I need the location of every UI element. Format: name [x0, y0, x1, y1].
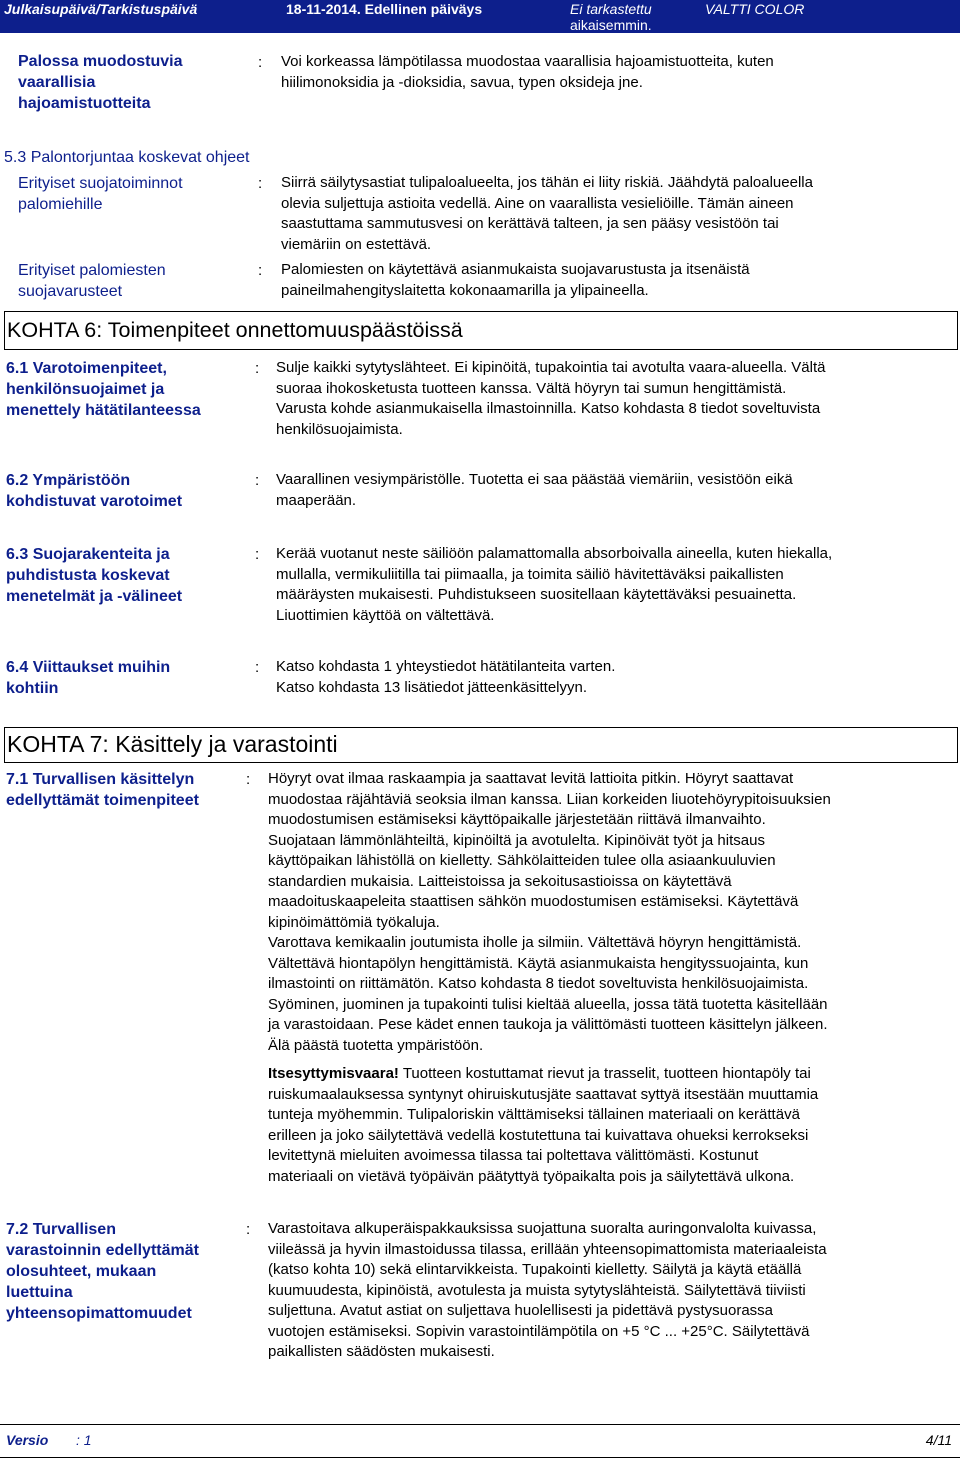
colon: :	[255, 659, 260, 676]
section-6-1-label: 6.1 Varotoimenpiteet, henkilönsuojaimet ja menettely hätätilanteessa	[6, 360, 201, 419]
colon: :	[246, 1221, 251, 1238]
section-6-2-label: 6.2 Ympäristöön kohdistuvat varotoimet	[6, 472, 183, 510]
section-6-1-text: Sulje kaikki sytytyslähteet. Ei kipinöitä, tupakointia tai avotulta vaara-alueella. Vältä suoraa ihokosketusta tuotteen kanssa. Vältä höyryn tai sumun hengittämistä. Varusta kohde asianmukaisella ilmastoinnilla. Katso kohdasta 8 tiedot soveltuvista henkilösuojaimista.	[276, 359, 826, 438]
release-date-label: Julkaisupäivä/Tarkistuspäivä	[4, 1, 198, 17]
colon: :	[258, 54, 263, 71]
section-6-heading: KOHTA 6: Toimenpiteet onnettomuuspäästöissä	[4, 311, 958, 350]
section-7-1-text-b: Varottava kemikaalin joutumista iholle ja silmiin. Vältettävä höyryn hengittämistä. Vältettävä hiontapölyn hengittämistä. Käytä asianmukaista hengityssuojainta, kun ilmastointi on riittämätön. Katso kohdasta 8 tiedot soveltuvista henkilösuojaimista. Syöminen, juominen ja tupakointi tulisi kieltää alueella, jossa tätä tuotetta käsitellään ja varastoidaan. Pese kädet ennen taukoja ja välittömästi tuotteen käsittelyn jälkeen. Älä päästä tuotetta ympäristöön.	[268, 934, 828, 1054]
section-6-3-label: 6.3 Suojarakenteita ja puhdistusta koskevat menetelmät ja -välineet	[6, 546, 183, 605]
firefighter-measures-label: Erityiset suojatoiminnot palomiehille	[18, 175, 183, 213]
colon: :	[258, 175, 263, 192]
section-6-4-label: 6.4 Viittaukset muihin kohtiin	[6, 659, 171, 697]
combustion-products-label: Palossa muodostuvia vaarallisia hajoamistuotteita	[18, 53, 183, 112]
colon: :	[246, 771, 251, 788]
firefighter-equipment-label: Erityiset palomiesten suojavarusteet	[18, 262, 166, 300]
section-5-3-title: 5.3 Palontorjuntaa koskevat ohjeet	[4, 149, 250, 166]
not-checked-line-1: Ei tarkastettu	[570, 1, 652, 17]
footer	[0, 1424, 960, 1458]
version-label: Versio	[6, 1432, 49, 1448]
firefighter-measures-text: Siirrä säilytysastiat tulipaloalueelta, jos tähän ei liity riskiä. Jäähdytä paloalueella olevia suljettuja astioita vedellä. Aine on vaarallista vesieliöille. Tämän aineen saastuttama sammutusvesi on kerättävä talteen, ja sen pääsy vesistöön tai viemäriin on estettävä.	[281, 174, 813, 253]
section-7-1-label: 7.1 Turvallisen käsittelyn edellyttämät toimenpiteet	[6, 771, 199, 809]
section-6-3-text: Kerää vuotanut neste säiliöön palamattomalla absorboivalla aineella, kuten hiekalla, mullalla, vermikuliitilla tai piimaalla, ja toimita säiliö hävitettäväksi paikallisten määräysten mukaisesti. Puhdistukseen suositellaan käytettäväksi pesuainetta. Liuottimien käyttöä on vältettävä.	[276, 545, 833, 624]
section-7-1-text: Höyryt ovat ilmaa raskaampia ja saattavat levitä lattioita pitkin. Höyryt saattavat muodostaa räjähtäviä seoksia ilman kanssa. Liian korkeiden liuotehöyrypitoisuuksien muodostumisen estämiseksi käyttöpaikalle järjestetään riittävä ilmanvaihto. Suojataan lämmönlähteiltä, kipinöiltä ja avotulelta. Kipinöivät työt ja hitsaus käyttöpaikan lähistöllä on kielletty. Sähkölaitteiden tulee olla asiaankuuluvien standardien mukaisia. Laitteistoissa ja sekoitusastioissa on käytettävä maadoituskaapeleita staattisen sähkön muodostumisen estämiseksi. Käytettävä kipinöimättömiä työkaluja.	[268, 770, 831, 931]
combustion-products-text: Voi korkeassa lämpötilassa muodostaa vaarallisia hajoamistuotteita, kuten hiilimonoksidia ja -dioksidia, savua, typen oksideja jne.	[281, 53, 774, 91]
header-bar	[0, 0, 960, 33]
page-number: 4/11	[925, 1432, 952, 1448]
firefighter-equipment-text: Palomiesten on käytettävä asianmukaista suojavarustusta ja itsenäistä paineilmahengityslaitetta kokonaamarilla ja ylipaineella.	[281, 261, 750, 299]
section-7-heading: KOHTA 7: Käsittely ja varastointi	[4, 727, 958, 763]
ignition-warning: Itsesyttymisvaara!	[268, 1065, 399, 1082]
section-7-2-label: 7.2 Turvallisen varastoinnin edellyttämät olosuhteet, mukaan luettuina yhteensopimattomuudet	[6, 1221, 199, 1322]
colon: :	[255, 360, 260, 377]
not-checked-line-2: aikaisemmin.	[570, 17, 652, 33]
section-7-1-text-c	[268, 1064, 818, 1187]
colon: :	[255, 472, 260, 489]
section-6-4-text: Katso kohdasta 1 yhteystiedot hätätilanteita varten. Katso kohdasta 13 lisätiedot jätteenkäsittelyyn.	[276, 658, 616, 696]
colon: :	[255, 546, 260, 563]
section-6-2-text: Vaarallinen vesiympäristölle. Tuotetta ei saa päästää viemäriin, vesistöön eikä maaperään.	[276, 471, 793, 509]
revision-date: 18-11-2014. Edellinen päiväys	[286, 1, 483, 17]
colon: :	[258, 262, 263, 279]
version-value: : 1	[76, 1432, 92, 1448]
ignition-text: Tuotteen kostuttamat rievut ja trasselit, tuotteen hiontapöly tai ruiskumaalauksessa syntynyt ohiruiskutusjäte saattavat syttyä itsestään muuttamia tunteja myöhemmin. Tulipaloriskin välttämiseksi tällainen materiaali on kerättävä erilleen ja joko säilytettävä vedellä kostutettuna tai kuivattava ohueksi kerrokseksi levitettynä mieluiten avoimessa tilassa tai poltettava välittömästi. Kostunut materiaali on vietävä työpäivän päätyttyä työpaikalta pois ja säilytettävä ulkona.	[268, 1065, 819, 1185]
section-7-2-text: Varastoitava alkuperäispakkauksissa suojattuna suoralta auringonvalolta kuivassa, viileässä ja hyvin ilmastoidussa tilassa, erillään yhteensopimattomista materiaaleista (katso kohta 10) sekä elintarvikkeista. Tupakointi kielletty. Säilytä ja käytä etäällä kuumuudesta, kipinöistä, avotulesta ja muista sytytyslähteistä. Säilytettävä tiiviisti suljettuna. Avatut astiat on suljettava huolellisesti ja pidettävä pystysuorassa vuotojen estämiseksi. Sopivin varastointilämpötila on +5 °C ... +25°C. Säilytettävä paikallisten säädösten mukaisesti.	[268, 1220, 827, 1360]
product-name: VALTTI COLOR	[705, 1, 805, 17]
